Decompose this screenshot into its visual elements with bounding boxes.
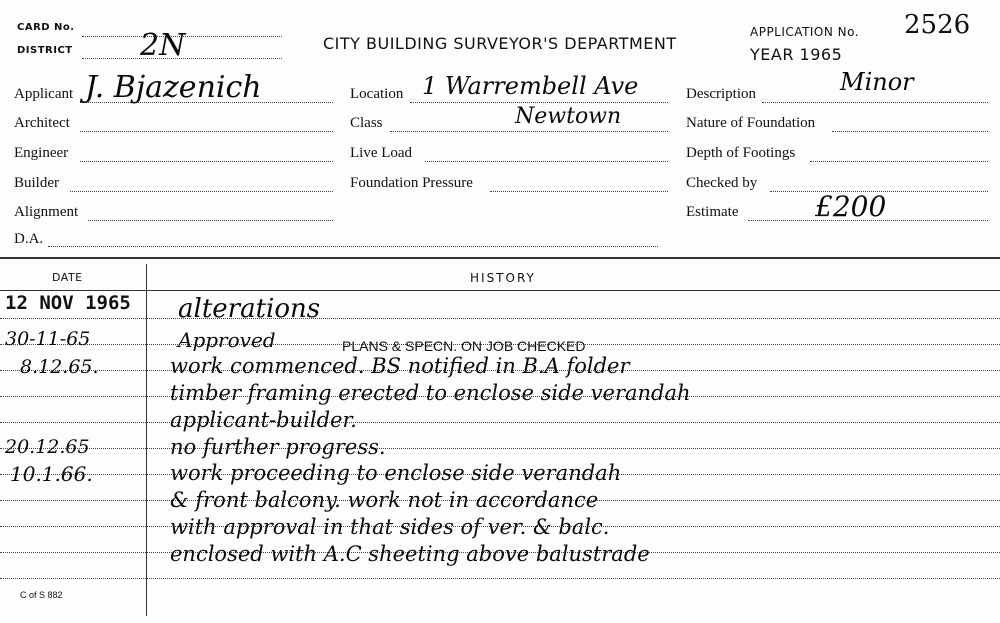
date-header: DATE	[52, 271, 83, 284]
history-entry-text: with approval in that sides of ver. & balc.	[170, 515, 610, 539]
history-header-rule	[0, 290, 1000, 291]
history-date: 12 NOV 1965	[5, 292, 131, 314]
history-entry-text: enclosed with A.C sheeting above balustrade	[170, 542, 650, 566]
history-date: 30-11-65	[5, 328, 91, 350]
department-title: CITY BUILDING SURVEYOR'S DEPARTMENT	[323, 34, 677, 53]
history-entry-text: applicant-builder.	[170, 408, 357, 432]
history-date: 8.12.65.	[20, 356, 99, 378]
checked-by-label: Checked by	[686, 175, 758, 191]
year-label: YEAR 1965	[750, 45, 843, 64]
estimate-value: £200	[815, 190, 887, 223]
description-label: Description	[686, 86, 756, 102]
estimate-label: Estimate	[686, 204, 739, 220]
section-divider	[0, 257, 1000, 259]
history-entry-text: Approved	[178, 328, 276, 352]
depth-of-footings-label: Depth of Footings	[686, 145, 796, 161]
class-label: Class	[350, 115, 383, 131]
history-entry-text: alterations	[178, 294, 321, 324]
history-header: HISTORY	[470, 271, 536, 285]
applicant-label: Applicant	[14, 86, 74, 102]
applicant-value: J. Bjazenich	[85, 70, 262, 105]
plans-checked-stamp: PLANS & SPECN. ON JOB CHECKED	[342, 338, 586, 354]
history-entry-text: no further progress.	[170, 435, 386, 459]
live-load-label: Live Load	[350, 145, 413, 161]
history-date: 20.12.65	[5, 436, 90, 458]
card-no-label: CARD No.	[17, 22, 75, 33]
form-code: C of S 882	[20, 590, 63, 600]
history-entry-text: timber framing erected to enclose side verandah	[170, 381, 691, 405]
district-value: 2N	[140, 28, 186, 63]
foundation-pressure-label: Foundation Pressure	[350, 175, 473, 191]
location-value: 1 Warrembell Ave	[422, 72, 639, 100]
da-label: D.A.	[14, 231, 44, 247]
alignment-label: Alignment	[14, 204, 79, 220]
builder-label: Builder	[14, 175, 59, 191]
class-value: Newtown	[515, 104, 622, 129]
application-label: APPLICATION No.	[750, 25, 860, 39]
engineer-label: Engineer	[14, 145, 69, 161]
nature-of-foundation-label: Nature of Foundation	[686, 115, 816, 131]
description-value: Minor	[840, 68, 914, 96]
history-entry-text: work proceeding to enclose side verandah	[170, 461, 622, 485]
history-entry-text: & front balcony. work not in accordance	[170, 488, 599, 512]
date-column-divider	[146, 264, 147, 616]
architect-label: Architect	[14, 115, 70, 131]
history-date: 10.1.66.	[10, 462, 93, 486]
district-label: DISTRICT	[17, 45, 73, 56]
application-number: 2526	[904, 10, 971, 40]
history-entry-text: work commenced. BS notified in B.A folder	[170, 354, 630, 378]
location-label: Location	[350, 86, 404, 102]
